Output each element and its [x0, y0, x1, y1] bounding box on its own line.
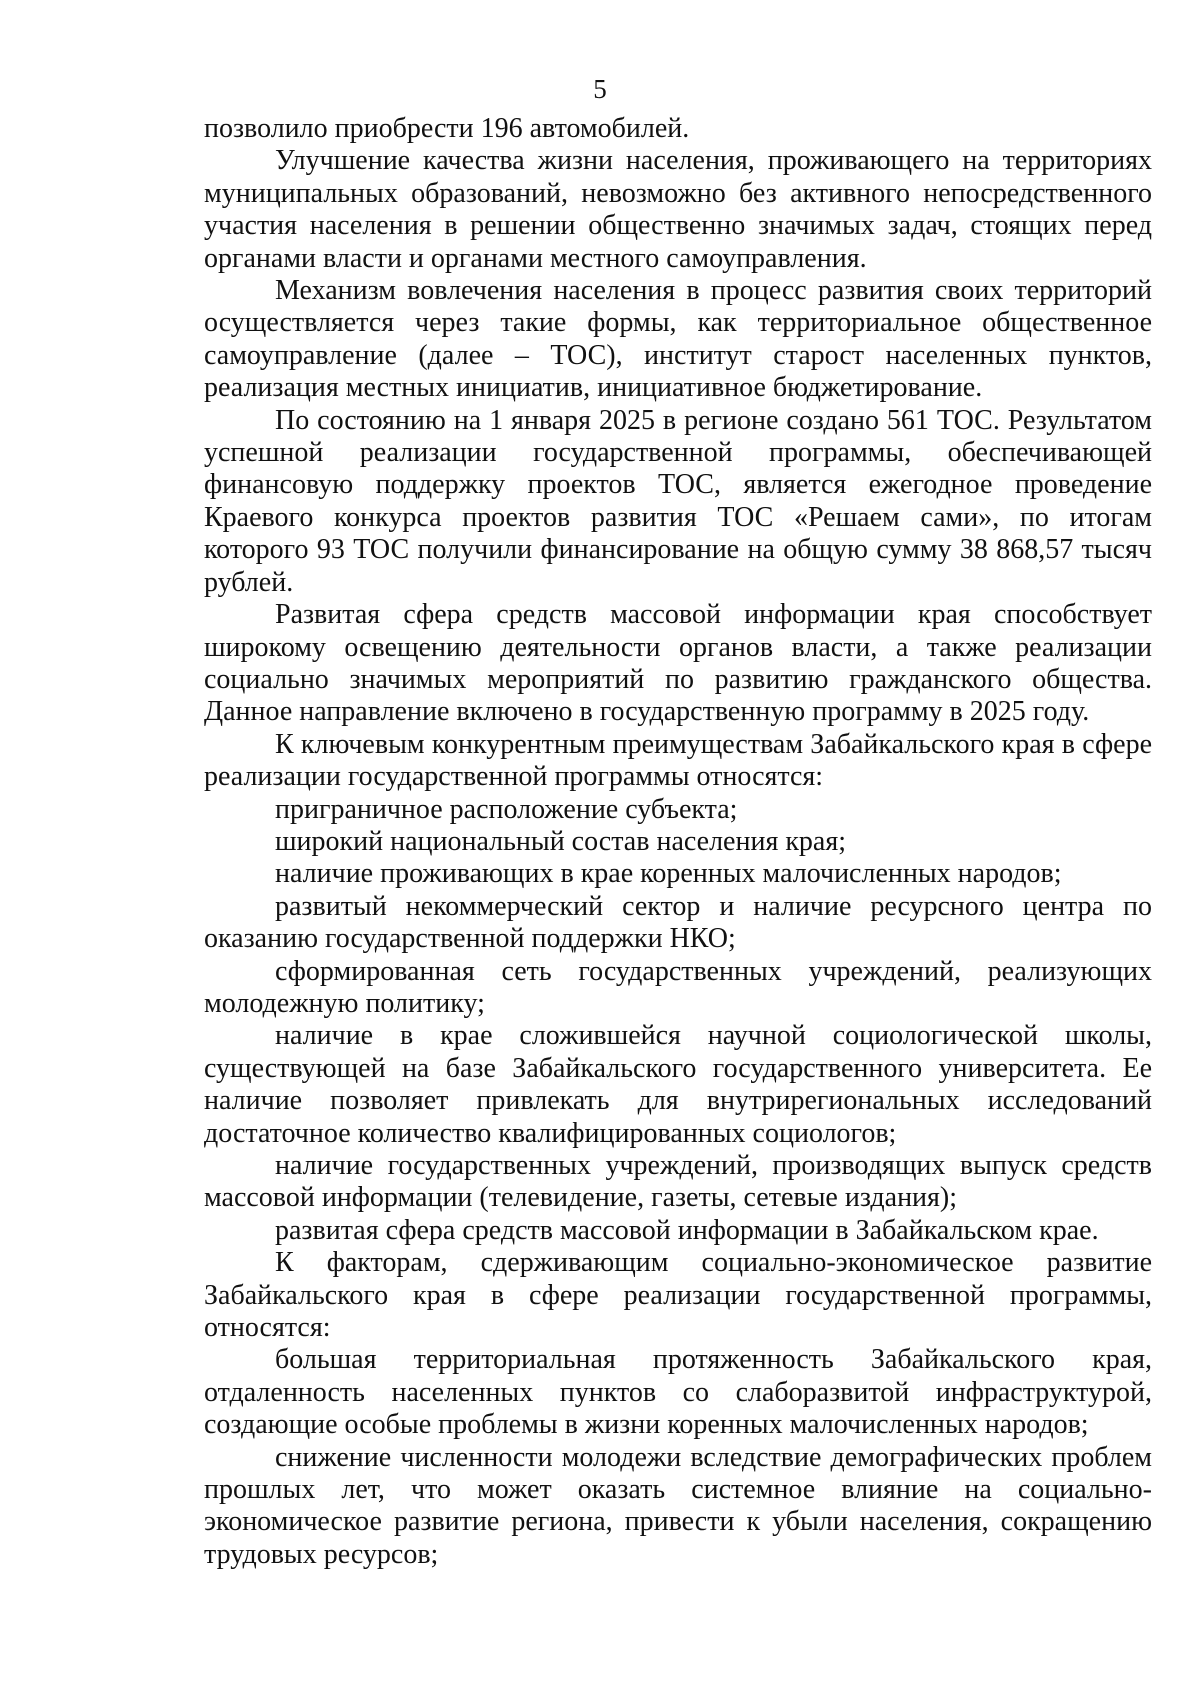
paragraph-tos-status: По состоянию на 1 января 2025 в регионе создано 561 ТОС. Результатом успешной реализации государственной программы, обеспечивающей финансовую поддержку проектов ТОС, является ежегодное проведение Краевого конкурса проектов развития ТОС «Решаем сами», по итогам которого 93 ТОС получили финансирование на общую сумму 38 868,57 тысяч рублей. — [204, 404, 1152, 598]
list-item-advantage: приграничное расположение субъекта; — [275, 793, 738, 825]
page-number: 5 — [593, 74, 607, 104]
paragraph-constraints-intro: К факторам, сдерживающим социально-экономическое развитие Забайкальского края в сфере реализации государственной программы, относятся: — [204, 1247, 1152, 1344]
paragraph-engagement-mechanism: Механизм вовлечения населения в процесс развития своих территорий осуществляется через такие формы, как территориальное общественное самоуправление (далее – ТОС), институт старост населенных пунктов, реализация местных инициатив, инициативное бюджетирование. — [204, 275, 1152, 404]
list-item-advantage: наличие в крае сложившейся научной социологической школы, существующей на базе Забайкальского государственного университета. Ее наличие позволяет привлекать для внутрирегиональных исследований достаточное количество квалифицированных социологов; — [204, 1020, 1152, 1149]
list-item-advantage: сформированная сеть государственных учреждений, реализующих молодежную политику; — [204, 955, 1152, 1019]
paragraph-quality-of-life: Улучшение качества жизни населения, проживающего на территориях муниципальных образований, невозможно без активного непосредственного участия населения в решении общественно значимых задач, стоящих перед органами власти и органами местного самоуправления. — [204, 145, 1152, 274]
document-body — [204, 113, 1152, 1571]
list-item-advantage: широкий национальный состав населения края; — [275, 825, 847, 857]
list-item-constraint: большая территориальная протяженность Забайкальского края, отдаленность населенных пунктов со слаборазвитой инфраструктурой, создающие особые проблемы в жизни коренных малочисленных народов; — [204, 1344, 1152, 1441]
list-item-advantage: развитая сфера средств массовой информации в Забайкальском крае. — [275, 1214, 1099, 1246]
list-item-advantage: наличие государственных учреждений, производящих выпуск средств массовой информации (телевидение, газеты, сетевые издания); — [204, 1150, 1152, 1214]
paragraph-advantages-intro: К ключевым конкурентным преимуществам Забайкальского края в сфере реализации государственной программы относятся: — [204, 728, 1152, 793]
paragraph-mass-media: Развитая сфера средств массовой информации края способствует широкому освещению деятельности органов власти, а также реализации социально значимых мероприятий по развитию гражданского общества. Данное направление включено в государственную программу в 2025 году. — [204, 599, 1152, 728]
list-item-constraint: снижение численности молодежи вследствие демографических проблем прошлых лет, что может оказать системное влияние на социально-экономическое развитие региона, привести к убыли населения, сокращению трудовых ресурсов; — [204, 1441, 1152, 1570]
paragraph-continuation: позволило приобрести 196 автомобилей. — [204, 113, 690, 144]
list-item-advantage: наличие проживающих в крае коренных малочисленных народов; — [275, 858, 1062, 890]
list-item-advantage: развитый некоммерческий сектор и наличие ресурсного центра по оказанию государственной поддержки НКО; — [204, 890, 1152, 955]
